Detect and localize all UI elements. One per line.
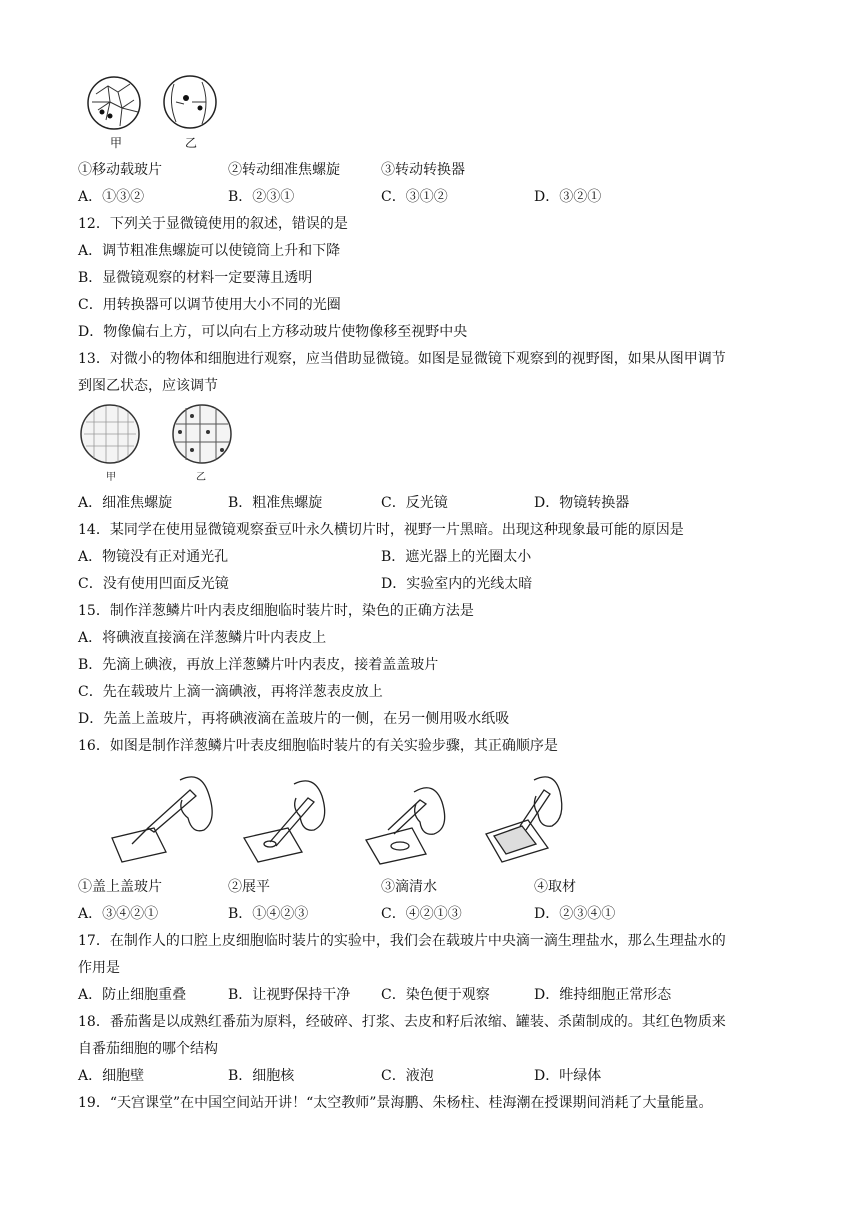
q16-option-a: A．③④②① xyxy=(78,906,159,922)
q16-option-c: C．④②①③ xyxy=(381,906,462,922)
q16-step-1: ①盖上盖玻片 xyxy=(78,879,162,895)
q13-figure xyxy=(78,402,238,464)
q16-step-2: ②展平 xyxy=(228,879,270,895)
q11-label-jia: 甲 xyxy=(110,136,123,150)
q18-stem-line1: 18．番茄酱是以成熟红番茄为原料，经破碎、打浆、去皮和籽后浓缩、罐装、杀菌制成的。其红色物质来 xyxy=(78,1014,726,1030)
q12-stem: 12．下列关于显微镜使用的叙述，错误的是 xyxy=(78,216,348,232)
q18-option-d: D．叶绿体 xyxy=(534,1068,602,1084)
q11-option-d: D．③②① xyxy=(534,189,602,205)
q16-step-3: ③滴清水 xyxy=(381,879,437,895)
q15-option-c: C．先在载玻片上滴一滴碘液，再将洋葱表皮放上 xyxy=(78,684,383,700)
q13-label-jia: 甲 xyxy=(106,472,116,483)
q12-option-a: A．调节粗准焦螺旋可以使镜筒上升和下降 xyxy=(78,243,341,259)
q16-stem: 16．如图是制作洋葱鳞片叶表皮细胞临时装片的有关实验步骤，其正确顺序是 xyxy=(78,738,558,754)
q12-option-b: B．显微镜观察的材料一定要薄且透明 xyxy=(78,270,313,286)
q11-option-b: B．②③① xyxy=(228,189,295,205)
q16-figure xyxy=(108,770,558,870)
q11-step-1: ①移动载玻片 xyxy=(78,162,162,178)
q13-label-yi: 乙 xyxy=(196,472,206,483)
q17-option-a: A．防止细胞重叠 xyxy=(78,987,187,1003)
q11-option-a: A．①③② xyxy=(78,189,145,205)
q15-option-a: A．将碘液直接滴在洋葱鳞片叶内表皮上 xyxy=(78,630,327,646)
q18-option-a: A．细胞壁 xyxy=(78,1068,145,1084)
q14-option-c: C．没有使用凹面反光镜 xyxy=(78,576,229,592)
q19-stem: 19．“天宫课堂”在中国空间站开讲！“太空教师”景海鹏、朱杨柱、桂海潮在授课期间消耗了大量能量。 xyxy=(78,1095,713,1111)
q12-option-d: D．物像偏右上方，可以向右上方移动玻片使物像移至视野中央 xyxy=(78,324,468,340)
q11-option-c: C．③①② xyxy=(381,189,448,205)
q13-stem-line2: 到图乙状态，应该调节 xyxy=(78,378,218,394)
q18-stem-line2: 自番茄细胞的哪个结构 xyxy=(78,1041,218,1057)
q13-stem-line1: 13．对微小的物体和细胞进行观察，应当借助显微镜。如图是显微镜下观察到的视野图，如果从图甲调节 xyxy=(78,351,726,367)
q16-option-b: B．①④②③ xyxy=(228,906,309,922)
q15-option-b: B．先滴上碘液，再放上洋葱鳞片叶内表皮，接着盖盖玻片 xyxy=(78,657,439,673)
q11-figure xyxy=(88,72,228,132)
q15-option-d: D．先盖上盖玻片，再将碘液滴在盖玻片的一侧，在另一侧用吸水纸吸 xyxy=(78,711,510,727)
q13-option-b: B．粗准焦螺旋 xyxy=(228,495,323,511)
q14-option-a: A．物镜没有正对通光孔 xyxy=(78,549,229,565)
q11-step-3: ③转动转换器 xyxy=(381,162,465,178)
q14-stem: 14．某同学在使用显微镜观察蚕豆叶永久横切片时，视野一片黑暗。出现这种现象最可能的原因是 xyxy=(78,522,684,538)
q17-option-c: C．染色便于观察 xyxy=(381,987,490,1003)
q17-option-d: D．维持细胞正常形态 xyxy=(534,987,672,1003)
q14-option-d: D．实验室内的光线太暗 xyxy=(381,576,533,592)
q15-stem: 15．制作洋葱鳞片叶内表皮细胞临时装片时，染色的正确方法是 xyxy=(78,603,474,619)
q14-option-b: B．遮光器上的光圈太小 xyxy=(381,549,532,565)
q11-step-2: ②转动细准焦螺旋 xyxy=(228,162,340,178)
q18-option-b: B．细胞核 xyxy=(228,1068,295,1084)
q16-step-4: ④取材 xyxy=(534,879,576,895)
q13-option-d: D．物镜转换器 xyxy=(534,495,630,511)
q12-option-c: C．用转换器可以调节使用大小不同的光圈 xyxy=(78,297,341,313)
q18-option-c: C．液泡 xyxy=(381,1068,434,1084)
q13-option-a: A．细准焦螺旋 xyxy=(78,495,173,511)
q13-option-c: C．反光镜 xyxy=(381,495,448,511)
q17-option-b: B．让视野保持干净 xyxy=(228,987,351,1003)
q11-label-yi: 乙 xyxy=(185,136,198,150)
q16-option-d: D．②③④① xyxy=(534,906,616,922)
q17-stem-line1: 17．在制作人的口腔上皮细胞临时装片的实验中，我们会在载玻片中央滴一滴生理盐水，那么生理盐水的 xyxy=(78,933,726,949)
q17-stem-line2: 作用是 xyxy=(78,960,120,976)
